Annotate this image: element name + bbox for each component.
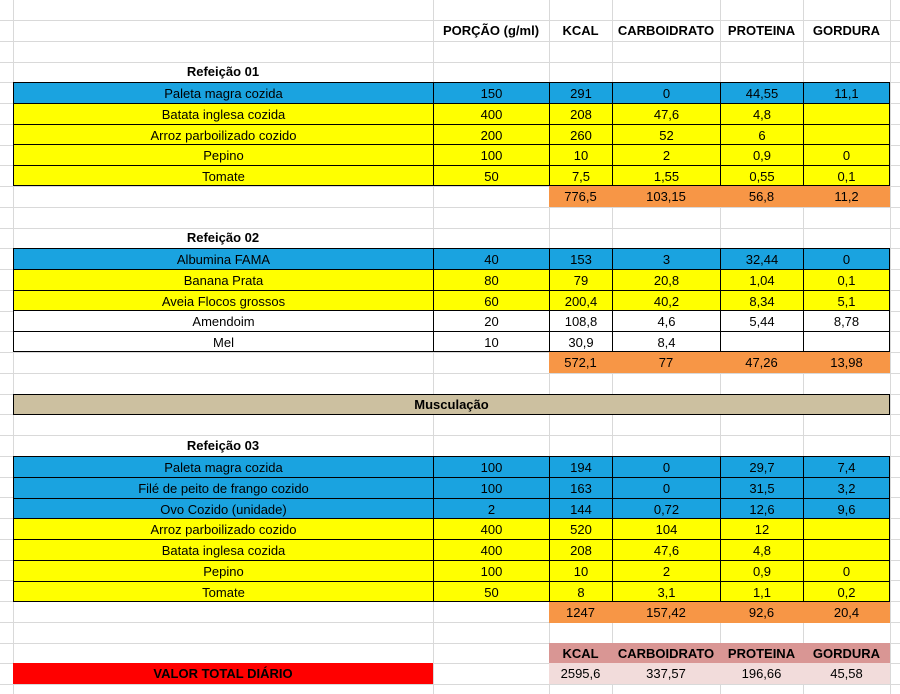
summary-carb[interactable]: 337,57 (612, 663, 720, 684)
meal-2-total-prot[interactable]: 47,26 (720, 352, 803, 373)
cell-kcal[interactable]: 108,8 (549, 310, 612, 331)
table-row (0, 124, 900, 145)
cell-carb[interactable]: 2 (612, 560, 720, 581)
meal-2-total-kcal[interactable]: 572,1 (549, 352, 612, 373)
cell-portion[interactable]: 200 (433, 124, 549, 145)
meal-3-totals-row (0, 602, 900, 623)
cell-portion[interactable]: 50 (433, 581, 549, 602)
cell-prot[interactable]: 32,44 (720, 248, 803, 269)
meal-2-total-carb[interactable]: 77 (612, 352, 720, 373)
cell-kcal[interactable]: 30,9 (549, 331, 612, 352)
cell-food-name[interactable]: Arroz parboilizado cozido (13, 124, 433, 145)
cell-carb[interactable]: 52 (612, 124, 720, 145)
header-carboidrato[interactable]: CARBOIDRATO (617, 23, 715, 38)
cell-food-name[interactable]: Aveia Flocos grossos (13, 290, 433, 311)
cell-fat[interactable] (803, 539, 890, 560)
table-row (0, 144, 900, 165)
cell-prot[interactable]: 12,6 (720, 498, 803, 519)
cell-food-name[interactable]: Filé de peito de frango cozido (13, 477, 433, 498)
cell-food-name[interactable]: Batata inglesa cozida (13, 103, 433, 124)
valor-total-diario-label[interactable]: VALOR TOTAL DIÁRIO (13, 663, 433, 684)
cell-prot[interactable]: 0,55 (720, 165, 803, 186)
cell-kcal[interactable]: 8 (549, 581, 612, 602)
cell-fat[interactable]: 0,2 (803, 581, 890, 602)
table-row (0, 269, 900, 290)
table-row (0, 560, 900, 581)
cell-portion[interactable]: 2 (433, 498, 549, 519)
cell-kcal[interactable]: 163 (549, 477, 612, 498)
meal-3-total-kcal[interactable]: 1247 (549, 602, 612, 623)
cell-fat[interactable] (803, 124, 890, 145)
cell-carb[interactable]: 1,55 (612, 165, 720, 186)
summary-header-prot[interactable]: PROTEINA (720, 643, 803, 664)
table-row (0, 248, 900, 269)
cell-kcal[interactable]: 291 (549, 82, 612, 103)
cell-kcal[interactable]: 208 (549, 103, 612, 124)
meal-3-total-fat[interactable]: 20,4 (803, 602, 890, 623)
table-row (0, 539, 900, 560)
cell-fat[interactable] (803, 518, 890, 539)
table-row (0, 518, 900, 539)
cell-food-name[interactable]: Paleta magra cozida (13, 82, 433, 103)
cell-food-name[interactable]: Arroz parboilizado cozido (13, 518, 433, 539)
cell-food-name[interactable]: Tomate (13, 581, 433, 602)
gridline-horizontal (0, 373, 900, 374)
cell-carb[interactable]: 3,1 (612, 581, 720, 602)
meal-1-title[interactable]: Refeição 01 (186, 64, 260, 79)
cell-prot[interactable]: 29,7 (720, 456, 803, 477)
summary-prot[interactable]: 196,66 (720, 663, 803, 684)
cell-prot[interactable]: 0,9 (720, 144, 803, 165)
cell-fat[interactable] (803, 103, 890, 124)
cell-fat[interactable]: 7,4 (803, 456, 890, 477)
cell-prot[interactable]: 12 (720, 518, 803, 539)
summary-fat[interactable]: 45,58 (803, 663, 890, 684)
cell-carb[interactable]: 8,4 (612, 331, 720, 352)
summary-header-fat[interactable]: GORDURA (803, 643, 890, 664)
table-row (0, 477, 900, 498)
summary-header-row (0, 643, 900, 664)
cell-kcal[interactable]: 194 (549, 456, 612, 477)
cell-prot[interactable] (720, 331, 803, 352)
header-gordura[interactable]: GORDURA (812, 23, 881, 38)
cell-kcal[interactable]: 144 (549, 498, 612, 519)
gridline-horizontal (0, 207, 900, 208)
header-kcal[interactable]: KCAL (562, 23, 599, 38)
cell-carb[interactable]: 20,8 (612, 269, 720, 290)
cell-fat[interactable]: 0,1 (803, 269, 890, 290)
cell-prot[interactable]: 31,5 (720, 477, 803, 498)
table-row (0, 82, 900, 103)
cell-food-name[interactable]: Banana Prata (13, 269, 433, 290)
cell-fat[interactable]: 0 (803, 560, 890, 581)
gridline-horizontal (0, 41, 900, 42)
cell-carb[interactable]: 4,6 (612, 310, 720, 331)
cell-food-name[interactable]: Pepino (13, 560, 433, 581)
cell-kcal[interactable]: 10 (549, 144, 612, 165)
cell-portion[interactable]: 10 (433, 331, 549, 352)
cell-portion[interactable]: 400 (433, 518, 549, 539)
summary-kcal[interactable]: 2595,6 (549, 663, 612, 684)
cell-food-name[interactable]: Mel (13, 331, 433, 352)
cell-portion[interactable]: 400 (433, 539, 549, 560)
cell-kcal[interactable]: 260 (549, 124, 612, 145)
meal-1-total-fat[interactable]: 11,2 (803, 186, 890, 207)
cell-prot[interactable]: 5,44 (720, 310, 803, 331)
cell-fat[interactable]: 3,2 (803, 477, 890, 498)
meal-1-total-kcal[interactable]: 776,5 (549, 186, 612, 207)
cell-kcal[interactable]: 200,4 (549, 290, 612, 311)
cell-carb[interactable]: 47,6 (612, 539, 720, 560)
table-row (0, 290, 900, 311)
cell-portion[interactable]: 100 (433, 560, 549, 581)
cell-carb[interactable]: 0 (612, 456, 720, 477)
cell-carb[interactable]: 104 (612, 518, 720, 539)
cell-portion[interactable]: 150 (433, 82, 549, 103)
meal-2-title-row (0, 227, 900, 248)
cell-portion[interactable]: 400 (433, 103, 549, 124)
meal-3-title[interactable]: Refeição 03 (186, 438, 260, 453)
cell-carb[interactable]: 40,2 (612, 290, 720, 311)
table-row (0, 165, 900, 186)
cell-food-name[interactable]: Batata inglesa cozida (13, 539, 433, 560)
cell-kcal[interactable]: 79 (549, 269, 612, 290)
cell-fat[interactable]: 0 (803, 248, 890, 269)
meal-1-total-carb[interactable]: 103,15 (612, 186, 720, 207)
cell-food-name[interactable]: Paleta magra cozida (13, 456, 433, 477)
summary-values-row (0, 663, 900, 684)
cell-carb[interactable]: 0,72 (612, 498, 720, 519)
table-row (0, 581, 900, 602)
cell-fat[interactable] (803, 331, 890, 352)
cell-portion[interactable]: 60 (433, 290, 549, 311)
meal-2-title[interactable]: Refeição 02 (186, 230, 260, 245)
cell-prot[interactable]: 4,8 (720, 103, 803, 124)
cell-carb[interactable]: 0 (612, 477, 720, 498)
table-row (0, 498, 900, 519)
musculacao-band[interactable] (13, 394, 890, 415)
gridline-horizontal (0, 684, 900, 685)
table-row (0, 331, 900, 352)
meal-1-totals-row (0, 186, 900, 207)
musculacao-label: Musculação (414, 397, 489, 412)
meal-3-title-row (0, 435, 900, 456)
meal-2-totals-row (0, 352, 900, 373)
cell-kcal[interactable]: 10 (549, 560, 612, 581)
cell-prot[interactable]: 1,04 (720, 269, 803, 290)
table-row (0, 103, 900, 124)
cell-prot[interactable]: 1,1 (720, 581, 803, 602)
cell-prot[interactable]: 0,9 (720, 560, 803, 581)
cell-portion[interactable]: 100 (433, 477, 549, 498)
cell-food-name[interactable]: Albumina FAMA (13, 248, 433, 269)
meal-3-total-prot[interactable]: 92,6 (720, 602, 803, 623)
cell-carb[interactable]: 47,6 (612, 103, 720, 124)
column-header-row (0, 20, 900, 41)
cell-prot[interactable]: 44,55 (720, 82, 803, 103)
meal-1-total-prot[interactable]: 56,8 (720, 186, 803, 207)
cell-prot[interactable]: 8,34 (720, 290, 803, 311)
meal-2-total-fat[interactable]: 13,98 (803, 352, 890, 373)
summary-header-carb[interactable]: CARBOIDRATO (612, 643, 720, 664)
cell-food-name[interactable]: Ovo Cozido (unidade) (13, 498, 433, 519)
cell-prot[interactable]: 4,8 (720, 539, 803, 560)
cell-kcal[interactable]: 520 (549, 518, 612, 539)
header-proteina[interactable]: PROTEINA (727, 23, 796, 38)
cell-food-name[interactable]: Amendoim (13, 310, 433, 331)
cell-fat[interactable]: 0 (803, 144, 890, 165)
cell-kcal[interactable]: 7,5 (549, 165, 612, 186)
cell-fat[interactable]: 11,1 (803, 82, 890, 103)
cell-prot[interactable]: 6 (720, 124, 803, 145)
cell-carb[interactable]: 2 (612, 144, 720, 165)
cell-portion[interactable]: 50 (433, 165, 549, 186)
cell-portion[interactable]: 100 (433, 456, 549, 477)
meal-1-title-row (0, 61, 900, 82)
cell-fat[interactable]: 5,1 (803, 290, 890, 311)
cell-kcal[interactable]: 153 (549, 248, 612, 269)
cell-portion[interactable]: 20 (433, 310, 549, 331)
summary-header-kcal[interactable]: KCAL (549, 643, 612, 664)
table-row (0, 310, 900, 331)
cell-portion[interactable]: 80 (433, 269, 549, 290)
cell-fat[interactable]: 0,1 (803, 165, 890, 186)
cell-portion[interactable]: 100 (433, 144, 549, 165)
cell-carb[interactable]: 3 (612, 248, 720, 269)
cell-carb[interactable]: 0 (612, 82, 720, 103)
meal-3-total-carb[interactable]: 157,42 (612, 602, 720, 623)
cell-portion[interactable]: 40 (433, 248, 549, 269)
cell-fat[interactable]: 9,6 (803, 498, 890, 519)
cell-food-name[interactable]: Pepino (13, 144, 433, 165)
cell-food-name[interactable]: Tomate (13, 165, 433, 186)
header-porcao[interactable]: PORÇÃO (g/ml) (442, 23, 540, 38)
cell-kcal[interactable]: 208 (549, 539, 612, 560)
table-row (0, 456, 900, 477)
cell-fat[interactable]: 8,78 (803, 310, 890, 331)
